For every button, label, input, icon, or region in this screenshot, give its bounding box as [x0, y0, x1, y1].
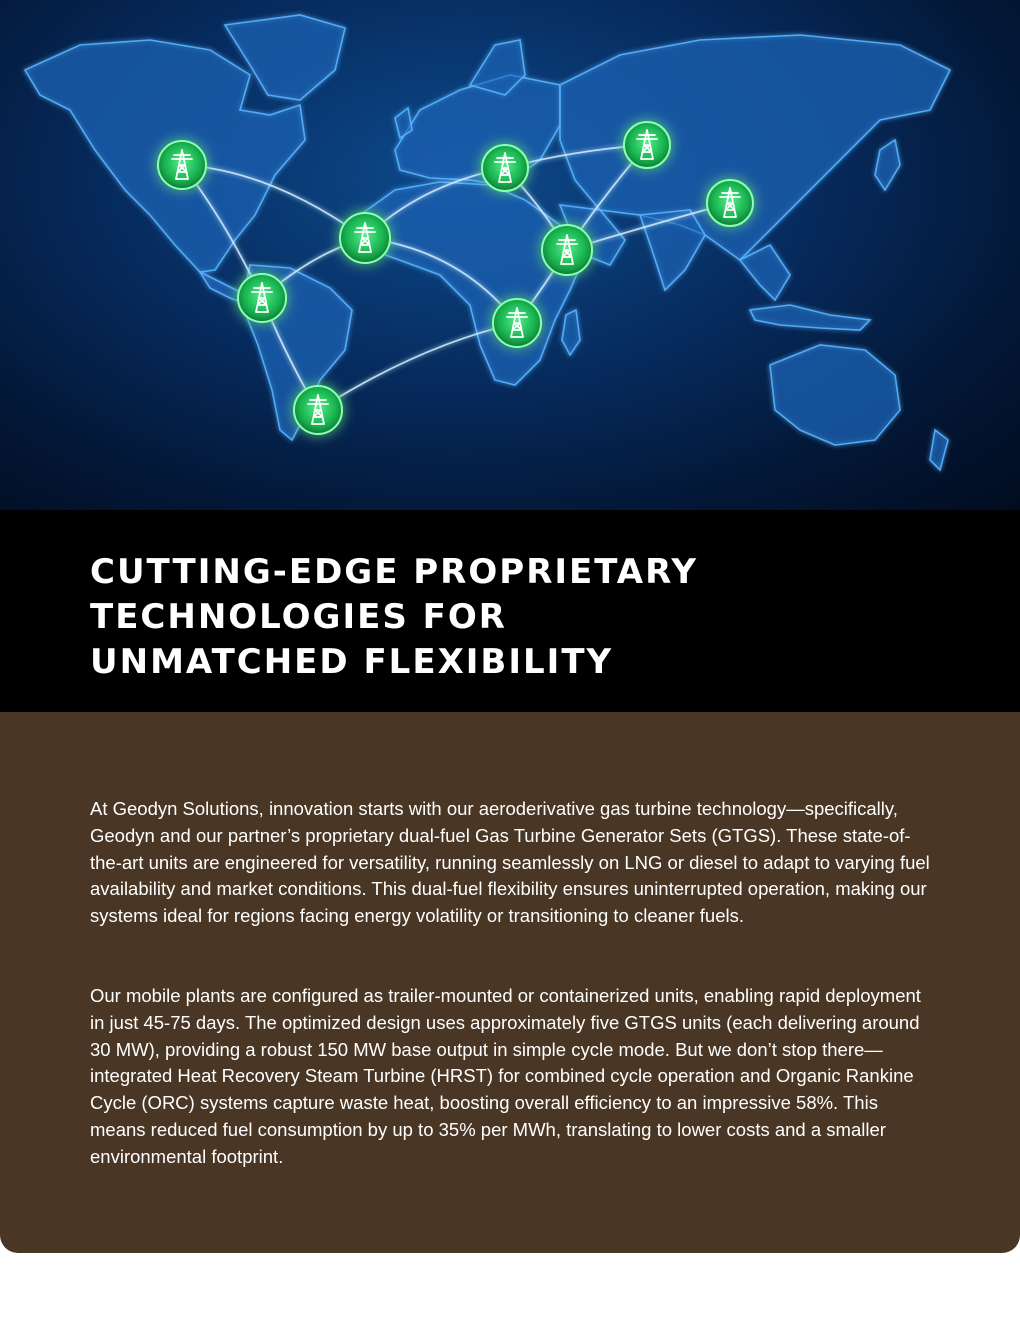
tower-node	[624, 122, 670, 168]
tower-node	[340, 213, 390, 263]
tower-node	[238, 274, 286, 322]
tower-node	[482, 145, 528, 191]
title-band	[0, 510, 1020, 712]
tower-node	[707, 180, 753, 226]
world-map-network	[0, 0, 1020, 510]
body-panel	[0, 712, 1020, 1253]
body-paragraph: At Geodyn Solutions, innovation starts with our aeroderivative gas turbine technology—specifically, Geodyn and our partner’s proprietary dual-fuel Gas Turbine Generator Sets (GTGS). These state-of-the-art units are engineered for versatility, running seamlessly on LNG or diesel to adapt to varying fuel availability and market conditions. This dual-fuel flexibility ensures uninterrupted operation, making our systems ideal for regions facing energy volatility or transitioning to cleaner fuels.	[90, 798, 930, 927]
title-line: CUTTING-EDGE PROPRIETARY	[90, 552, 699, 592]
hero-image	[0, 0, 1020, 510]
tower-node	[158, 141, 206, 189]
tower-node	[493, 299, 541, 347]
body-paragraph: Our mobile plants are configured as trailer-mounted or containerized units, enabling rapid deployment in just 45-75 days. The optimized design uses approximately five GTGS units (each delivering around 30 MW), providing a robust 150 MW base output in simple cycle mode. But we don’t stop there—integrated Heat Recovery Steam Turbine (HRST) for combined cycle operation and Organic Rankine Cycle (ORC) systems capture waste heat, boosting overall efficiency to an impressive 58%. This means reduced fuel consumption by up to 35% per MWh, translating to lower costs and a smaller environmental footprint.	[90, 985, 921, 1167]
title-line: TECHNOLOGIES FOR	[90, 597, 507, 637]
tower-node	[294, 386, 342, 434]
tower-node	[542, 225, 592, 275]
page-title	[90, 550, 890, 685]
continents	[25, 15, 950, 470]
title-line: UNMATCHED FLEXIBILITY	[90, 642, 614, 682]
